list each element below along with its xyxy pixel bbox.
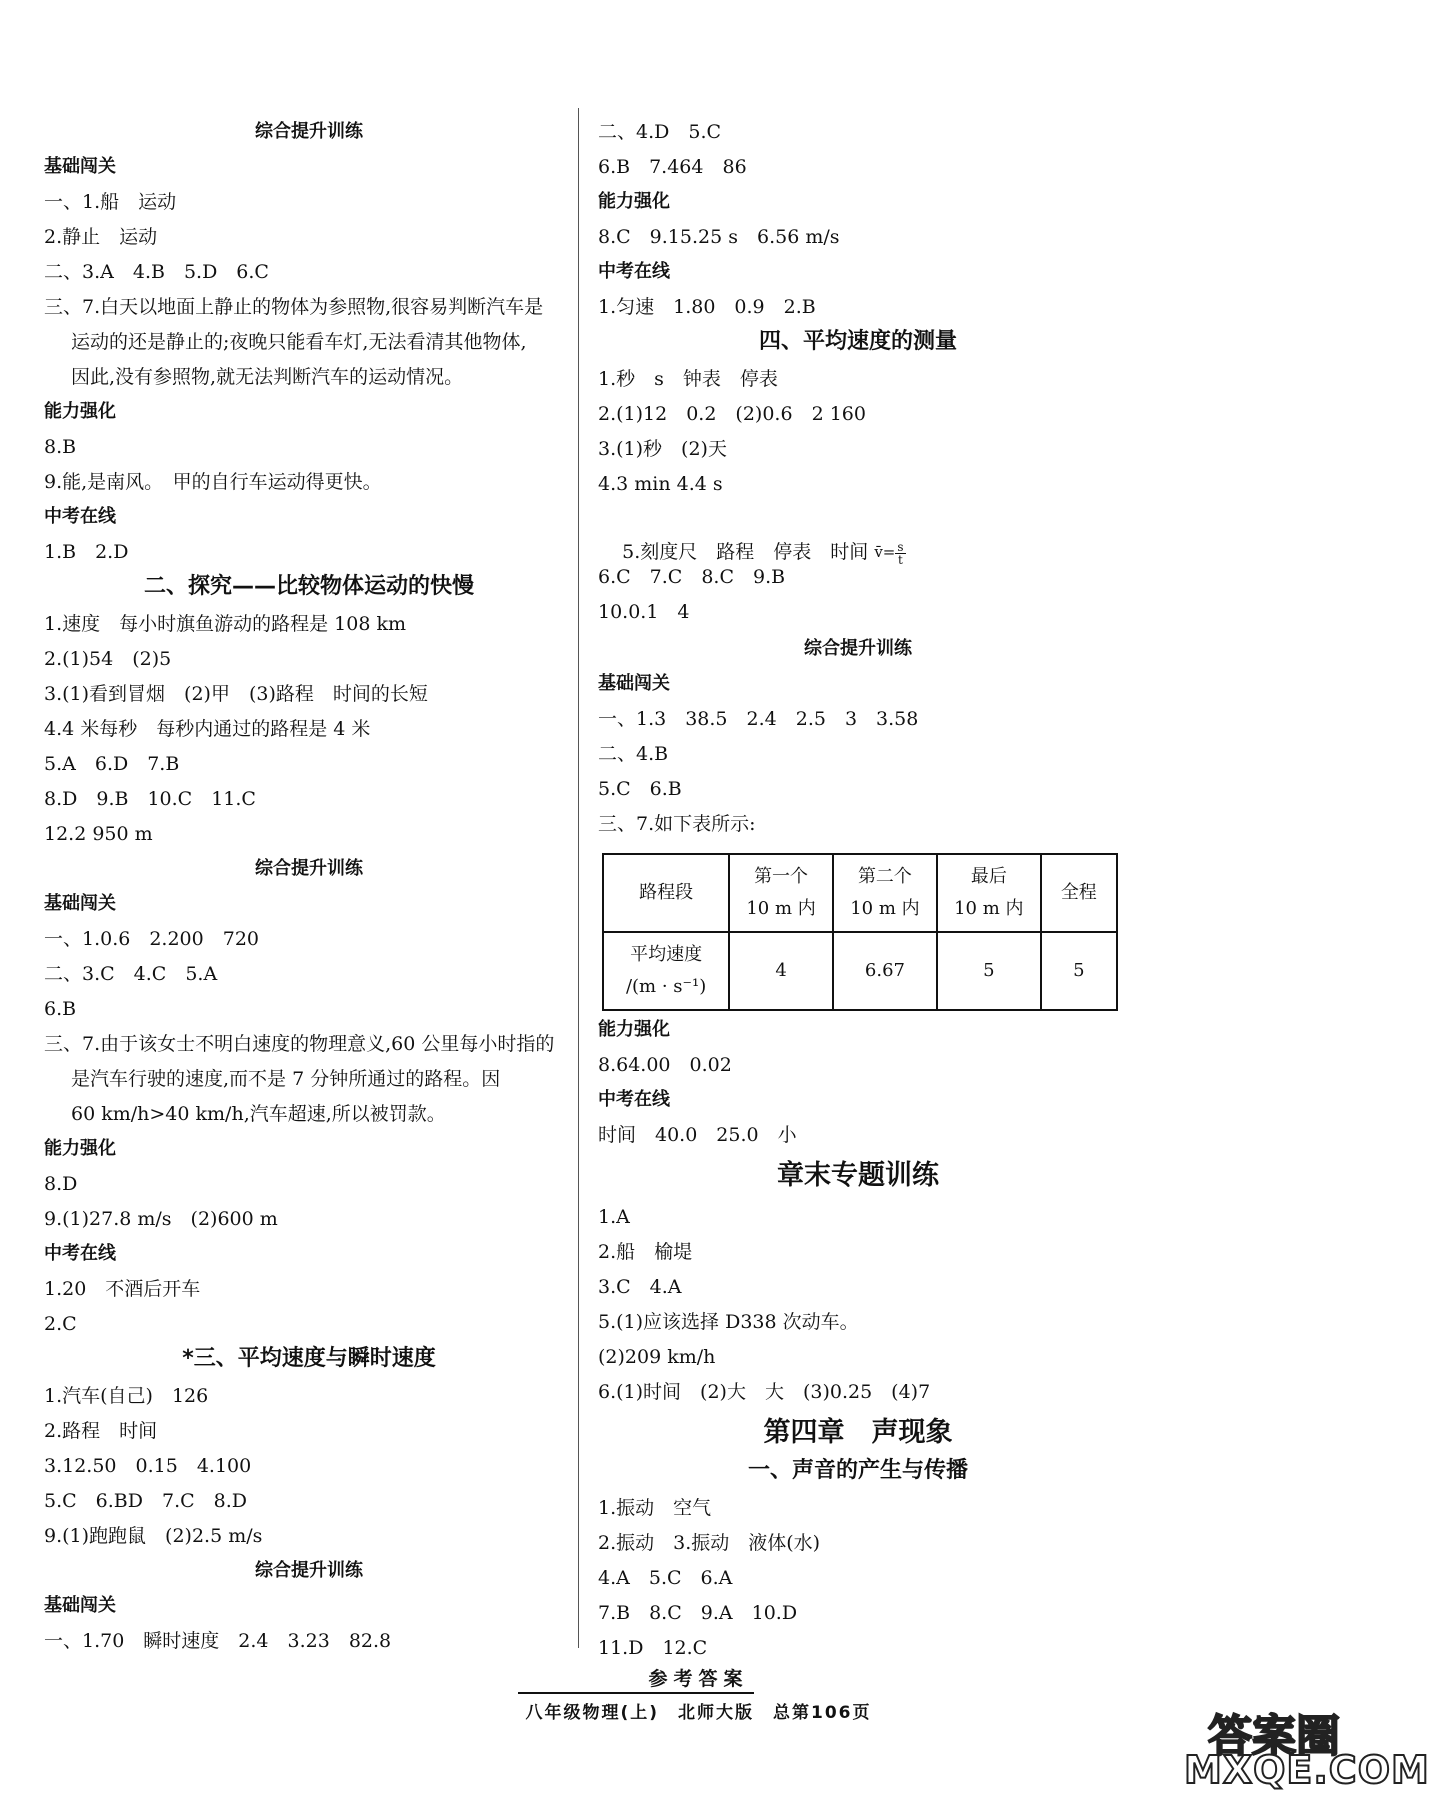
header-line: 第一个 — [754, 866, 809, 887]
answer-line: 2.C — [44, 1313, 77, 1335]
answer-line: 运动的还是静止的;夜晚只能看车灯,无法看清其他物体, — [71, 331, 527, 353]
sub-heading: 中考在线 — [44, 1243, 116, 1264]
sub-heading: 基础闯关 — [44, 893, 116, 914]
answer-line: 5.C 6.B — [598, 778, 682, 800]
answer-line: 3.(1)看到冒烟 (2)甲 (3)路程 时间的长短 — [44, 683, 428, 705]
table-header-cell — [833, 854, 937, 932]
section-title: *三、平均速度与瞬时速度 — [182, 1346, 436, 1371]
sub-heading: 能力强化 — [598, 1019, 670, 1040]
footer-rule — [518, 1692, 754, 1694]
footer-info: 八年级物理(上) 北师大版 总第106页 — [525, 1703, 872, 1723]
answer-line: 2.(1)54 (2)5 — [44, 648, 172, 670]
answer-line: 三、7.如下表所示: — [598, 813, 756, 835]
answer-text: 5.刻度尺 路程 停表 时间 — [622, 541, 869, 563]
table-cell: 5 — [937, 932, 1041, 1010]
answer-line: 6.C 7.C 8.C 9.B — [598, 566, 786, 588]
sub-heading: 能力强化 — [44, 1138, 116, 1159]
header-line: 第二个 — [857, 866, 912, 887]
answer-line: 1.A — [598, 1206, 630, 1228]
answer-line: 4.4 米每秒 每秒内通过的路程是 4 米 — [44, 718, 371, 740]
answer-line: 2.振动 3.振动 液体(水) — [598, 1532, 821, 1554]
label-line: 平均速度 — [630, 944, 703, 965]
answer-line: 一、1.70 瞬时速度 2.4 3.23 82.8 — [44, 1630, 392, 1652]
answer-line: 一、1.3 38.5 2.4 2.5 3 3.58 — [598, 708, 919, 730]
formula-denominator: t — [898, 552, 903, 567]
answer-line: 三、7.白天以地面上静止的物体为参照物,很容易判断汽车是 — [44, 296, 544, 318]
formula-numerator: s — [897, 539, 904, 554]
watermark-top-text: 答案圈 — [1208, 1711, 1340, 1762]
section-heading: 综合提升训练 — [804, 638, 912, 659]
answer-line: 1.速度 每小时旗鱼游动的路程是 108 km — [44, 613, 407, 635]
answer-line: 5.C 6.BD 7.C 8.D — [44, 1490, 248, 1512]
header-line: 10 m 内 — [954, 898, 1024, 919]
watermark-logo — [1178, 1698, 1430, 1798]
answer-line: (2)209 km/h — [598, 1346, 716, 1368]
sub-heading: 基础闯关 — [598, 673, 670, 694]
answer-line: 8.C 9.15.25 s 6.56 m/s — [598, 226, 840, 248]
answer-line: 8.64.00 0.02 — [598, 1054, 732, 1076]
answer-line: 1.20 不酒后开车 — [44, 1278, 201, 1300]
answer-line: 一、1.0.6 2.200 720 — [44, 928, 260, 950]
answer-line: 6.B 7.464 86 — [598, 156, 747, 178]
answer-line: 6.B — [44, 998, 77, 1020]
answer-line: 2.路程 时间 — [44, 1420, 158, 1442]
formula-fraction — [895, 541, 905, 566]
table-cell: 6.67 — [833, 932, 937, 1010]
table-header-cell: 路程段 — [603, 854, 729, 932]
answer-line: 4.3 min 4.4 s — [598, 473, 723, 495]
answer-line: 9.能,是南风。 甲的自行车运动得更快。 — [44, 471, 382, 493]
answer-line: 1.B 2.D — [44, 541, 129, 563]
answer-line: 9.(1)跑跑鼠 (2)2.5 m/s — [44, 1525, 263, 1547]
table-header-cell: 全程 — [1041, 854, 1117, 932]
sub-heading: 中考在线 — [44, 506, 116, 527]
answer-line: 1.秒 s 钟表 停表 — [598, 368, 778, 390]
answer-line: 2.静止 运动 — [44, 226, 158, 248]
sub-heading: 基础闯关 — [44, 156, 116, 177]
answer-line: 10.0.1 4 — [598, 601, 690, 623]
answer-line: 1.汽车(自己) 126 — [44, 1385, 209, 1407]
footer-title: 参考答案 — [648, 1668, 749, 1690]
header-line: 10 m 内 — [746, 898, 816, 919]
header-line: 最后 — [970, 866, 1007, 887]
answer-line: 3.C 4.A — [598, 1276, 682, 1298]
table-cell: 5 — [1041, 932, 1117, 1010]
section-heading: 综合提升训练 — [255, 1560, 363, 1581]
answer-line: 5.(1)应该选择 D338 次动车。 — [598, 1311, 859, 1333]
sub-heading: 中考在线 — [598, 1089, 670, 1110]
answer-line: 12.2 950 m — [44, 823, 153, 845]
answer-line: 8.B — [44, 436, 77, 458]
answer-line: 8.D 9.B 10.C 11.C — [44, 788, 256, 810]
section-title: 一、声音的产生与传播 — [747, 1458, 968, 1483]
table-row — [603, 854, 1117, 932]
answer-line: 11.D 12.C — [598, 1637, 708, 1659]
answer-line: 二、4.B — [598, 743, 669, 765]
column-divider — [578, 108, 579, 1648]
table-header-cell — [729, 854, 833, 932]
watermark-bottom-text: MXQE.COM — [1184, 1748, 1430, 1792]
answer-line: 二、4.D 5.C — [598, 121, 722, 143]
answer-line: 1.振动 空气 — [598, 1497, 712, 1519]
formula-lhs: v̄= — [874, 543, 896, 562]
answer-line: 2.(1)12 0.2 (2)0.6 2 160 — [598, 403, 866, 425]
section-heading: 综合提升训练 — [255, 858, 363, 879]
answer-line: 7.B 8.C 9.A 10.D — [598, 1602, 798, 1624]
answer-line: 3.(1)秒 (2)天 — [598, 438, 727, 460]
section-title: 四、平均速度的测量 — [758, 329, 957, 354]
answer-line: 8.D — [44, 1173, 78, 1195]
answer-line: 3.12.50 0.15 4.100 — [44, 1455, 252, 1477]
answer-line: 三、7.由于该女士不明白速度的物理意义,60 公里每小时指的 — [44, 1033, 555, 1055]
answer-line: 时间 40.0 25.0 小 — [598, 1124, 797, 1146]
sub-heading: 能力强化 — [44, 401, 116, 422]
chapter-title: 章末专题训练 — [777, 1160, 939, 1191]
table-row-label — [603, 932, 729, 1010]
table-cell: 4 — [729, 932, 833, 1010]
answer-line: 一、1.船 运动 — [44, 191, 177, 213]
answer-line: 6.(1)时间 (2)大 大 (3)0.25 (4)7 — [598, 1381, 931, 1403]
answer-line: 1.匀速 1.80 0.9 2.B — [598, 296, 816, 318]
answer-line: 二、3.A 4.B 5.D 6.C — [44, 261, 269, 283]
answer-line: 4.A 5.C 6.A — [598, 1567, 733, 1589]
answer-line: 2.船 榆堤 — [598, 1241, 693, 1263]
table-row — [603, 932, 1117, 1010]
section-heading: 综合提升训练 — [255, 121, 363, 142]
table-header-cell — [937, 854, 1041, 932]
label-line: /(m · s⁻¹) — [625, 976, 707, 997]
answer-line: 9.(1)27.8 m/s (2)600 m — [44, 1208, 278, 1230]
chapter-title: 第四章 声现象 — [763, 1417, 953, 1448]
header-line: 10 m 内 — [850, 898, 920, 919]
answer-line: 60 km/h>40 km/h,汽车超速,所以被罚款。 — [71, 1103, 446, 1125]
answer-line: 因此,没有参照物,就无法判断汽车的运动情况。 — [71, 366, 464, 388]
answer-line: 5.A 6.D 7.B — [44, 753, 180, 775]
sub-heading: 基础闯关 — [44, 1595, 116, 1616]
sub-heading: 中考在线 — [598, 261, 670, 282]
sub-heading: 能力强化 — [598, 191, 670, 212]
answer-line: 二、3.C 4.C 5.A — [44, 963, 218, 985]
average-speed-formula — [874, 540, 905, 566]
speed-table — [602, 853, 1118, 1011]
section-title: 二、探究——比较物体运动的快慢 — [143, 574, 474, 599]
answer-line: 是汽车行驶的速度,而不是 7 分钟所通过的路程。因 — [71, 1068, 501, 1090]
